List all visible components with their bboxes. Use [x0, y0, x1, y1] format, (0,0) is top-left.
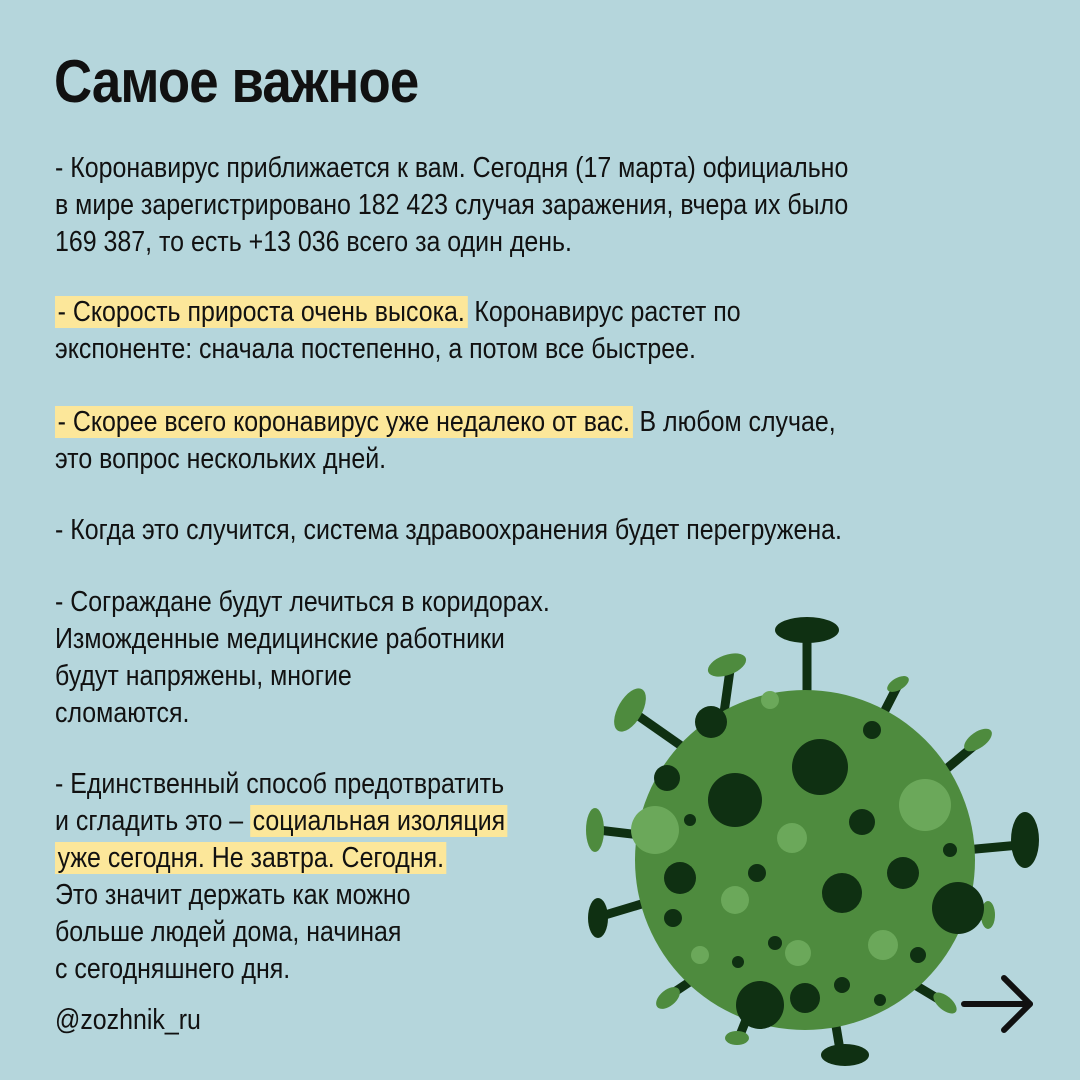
- paragraph-corridors: [55, 584, 550, 732]
- stats-line-1: - Коронавирус приближается к вам. Сегодня (17 марта) официально: [55, 152, 849, 184]
- nearby-line-2: это вопрос нескольких дней.: [55, 443, 387, 475]
- paragraph-growth: [55, 294, 741, 368]
- paragraph-isolation: [55, 766, 508, 988]
- corridors-line-2: Изможденные медицинские работники: [55, 623, 505, 655]
- growth-rest: Коронавирус растет по: [467, 296, 741, 328]
- corridors-line-3: будут напряжены, многие: [55, 660, 352, 692]
- isolation-highlight-1: социальная изоляция: [250, 805, 508, 837]
- isolation-line-2a: и сгладить это –: [55, 805, 251, 837]
- isolation-line-4: Это значит держать как можно: [55, 879, 411, 911]
- nearby-highlight: - Скорее всего коронавирус уже недалеко от вас.: [55, 406, 633, 438]
- isolation-line-1: - Единственный способ предотвратить: [55, 768, 505, 800]
- isolation-line-6: с сегодняшнего дня.: [55, 953, 291, 985]
- arrow-right-icon[interactable]: [960, 968, 1038, 1040]
- healthcare-line-1: - Когда это случится, система здравоохранения будет перегружена.: [55, 514, 842, 546]
- growth-highlight: - Скорость прироста очень высока.: [55, 296, 467, 328]
- page-title: Самое важное: [54, 48, 419, 115]
- paragraph-stats: [55, 150, 848, 261]
- nearby-rest: В любом случае,: [632, 406, 836, 438]
- stats-line-2: в мире зарегистрировано 182 423 случая заражения, вчера их было: [55, 189, 849, 221]
- paragraph-healthcare: [55, 512, 842, 549]
- isolation-highlight-2: уже сегодня. Не завтра. Сегодня.: [55, 842, 447, 874]
- stats-line-3: 169 387, то есть +13 036 всего за один день.: [55, 226, 572, 258]
- corridors-line-1: - Сограждане будут лечиться в коридорах.: [55, 586, 550, 618]
- corridors-line-4: сломаются.: [55, 697, 190, 729]
- isolation-line-5: больше людей дома, начиная: [55, 916, 402, 948]
- growth-line-2: экспоненте: сначала постепенно, а потом все быстрее.: [55, 333, 696, 365]
- author-handle: @zozhnik_ru: [55, 1004, 201, 1036]
- paragraph-nearby: [55, 404, 836, 478]
